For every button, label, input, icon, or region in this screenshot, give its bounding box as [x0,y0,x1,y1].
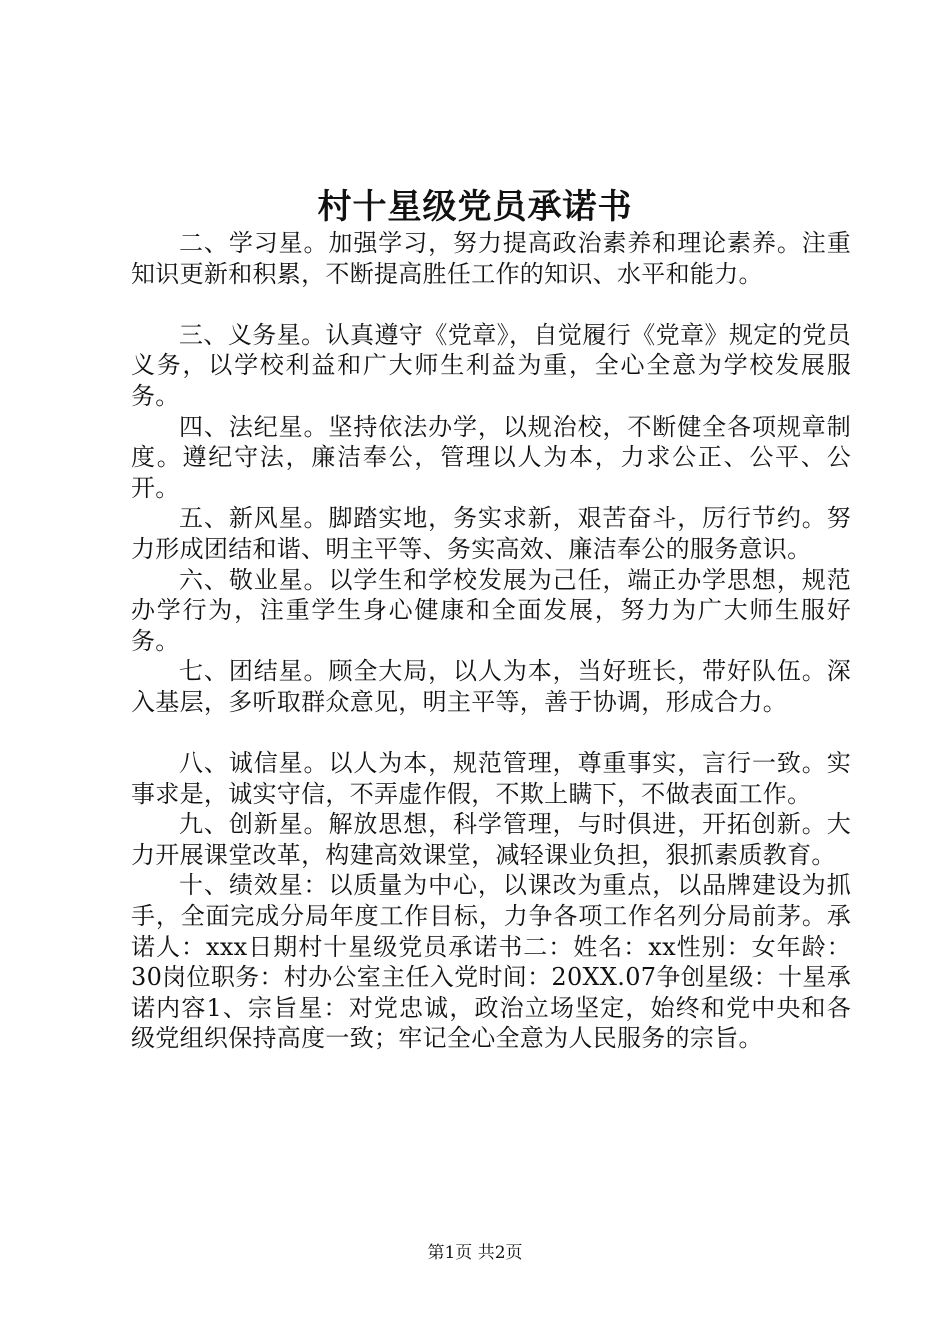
paragraph-unity-star: 七、团结星。顾全大局，以人为本，当好班长，带好队伍。深入基层，多听取群众意见，明主平等，善于协调，形成合力。 [131,657,851,716]
paragraph-study-star: 二、学习星。加强学习，努力提高政治素养和理论素养。注重知识更新和积累，不断提高胜任工作的知识、水平和能力。 [131,229,851,288]
paragraph-duty-star: 三、义务星。认真遵守《党章》，自觉履行《党章》规定的党员义务，以学校利益和广大师生利益为重，全心全意为学校发展服务。 [131,320,851,410]
paragraph-discipline-star: 四、法纪星。坚持依法办学，以规治校，不断健全各项规章制度。遵纪守法，廉洁奉公，管理以人为本，力求公正、公平、公开。 [131,412,851,502]
paragraph-new-style-star: 五、新风星。脚踏实地，务实求新，艰苦奋斗，厉行节约。努力形成团结和谐、明主平等、务实高效、廉洁奉公的服务意识。 [131,504,851,563]
document-body [131,228,851,1054]
paragraph-performance-star: 十、绩效星：以质量为中心，以课改为重点，以品牌建设为抓手，全面完成分局年度工作目标，力争各项工作名列分局前茅。承诺人：xxx日期村十星级党员承诺书二：姓名：xx性别：女年龄：30岗位职务：村办公室主任入党时间：20XX.07争创星级：十星承诺内容1、宗旨星：对党忠诚，政治立场坚定，始终和党中央和各级党组织保持高度一致；牢记全心全意为人民服务的宗旨。 [131,871,851,1053]
paragraph-dedication-star: 六、敬业星。以学生和学校发展为己任，端正办学思想，规范办学行为，注重学生身心健康和全面发展，努力为广大师生服好务。 [131,565,851,655]
document-title: 村十星级党员承诺书 [317,187,633,227]
page-number: 第1页 共2页 [427,1243,523,1263]
paragraph-innovation-star: 九、创新星。解放思想，科学管理，与时俱进，开拓创新。大力开展课堂改革，构建高效课堂，减轻课业负担，狠抓素质教育。 [131,810,851,869]
paragraph-integrity-star: 八、诚信星。以人为本，规范管理，尊重事实，言行一致。实事求是，诚实守信，不弄虚作假，不欺上瞒下，不做表面工作。 [131,749,851,808]
